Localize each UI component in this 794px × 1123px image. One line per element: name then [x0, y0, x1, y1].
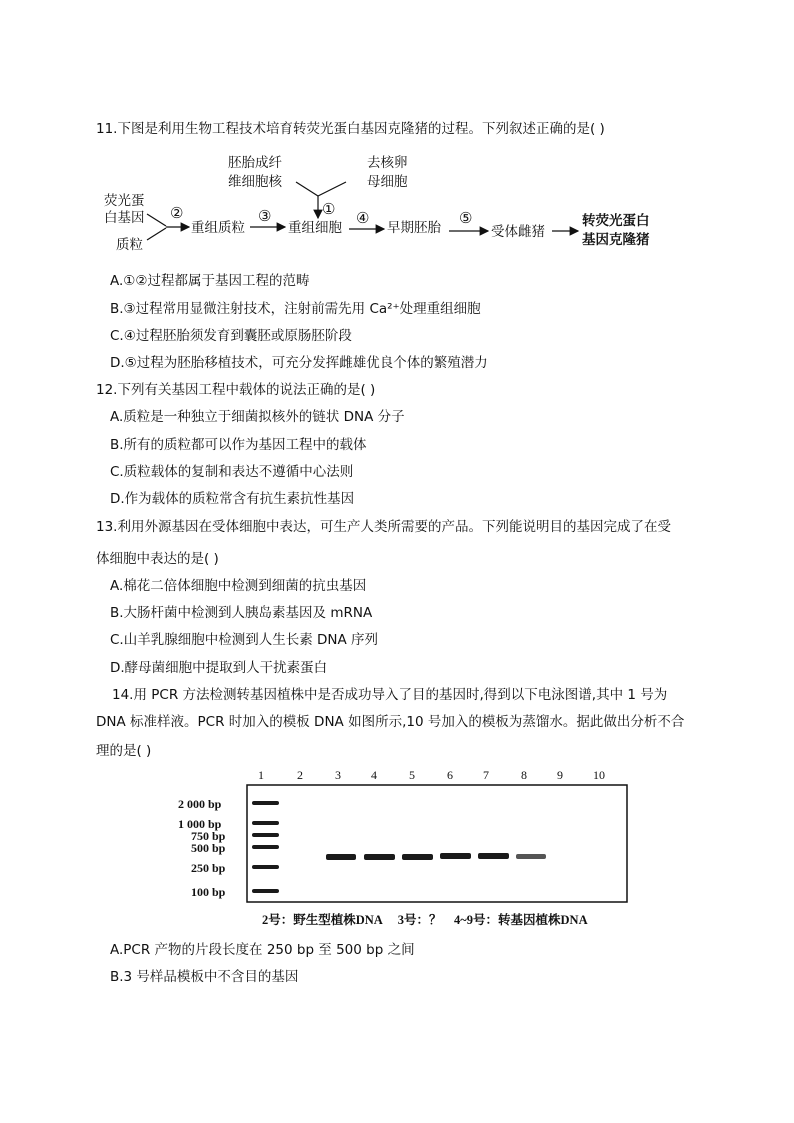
ladder-band [252, 821, 279, 825]
q12-option-b: B.所有的质粒都可以作为基因工程中的载体 [110, 437, 367, 453]
lane-number: 8 [521, 768, 527, 782]
q12-option-c: C.质粒载体的复制和表达不遵循中心法则 [110, 464, 354, 480]
sample-band-lane-7 [478, 853, 509, 859]
gel-caption: 2号：野生型植株DNA 3号：？ 4~9号：转基因植株DNA [262, 913, 588, 927]
q13-option-c: C.山羊乳腺细胞中检测到人生长素 DNA 序列 [110, 632, 379, 648]
lane-number: 10 [593, 768, 605, 782]
diagram-step-1: ① [322, 200, 336, 218]
sample-band-lane-3 [326, 854, 356, 860]
q14-stem-line3: 理的是( ) [96, 743, 152, 759]
diagram-enucleated-oocyte-2: 母细胞 [367, 174, 408, 190]
ladder-band [252, 845, 279, 849]
q11-option-c: C.④过程胚胎须发育到囊胚或原肠胚阶段 [110, 328, 352, 344]
q13-option-d: D.酵母菌细胞中提取到人干扰素蛋白 [110, 660, 328, 676]
q12-option-a: A.质粒是一种独立于细菌拟核外的链状 DNA 分子 [110, 409, 405, 425]
lane-number: 7 [483, 768, 489, 782]
lane-number: 2 [297, 768, 303, 782]
diagram-final-pig-1: 转荧光蛋白 [582, 213, 650, 229]
sample-band-lane-8 [516, 854, 546, 859]
lane-number: 1 [258, 768, 264, 782]
diagram-plasmid: 质粒 [116, 237, 143, 253]
diagram-final-pig-2: 基因克隆猪 [582, 232, 650, 248]
q12-stem: 12.下列有关基因工程中载体的说法正确的是( ) [96, 382, 376, 398]
lane-number: 4 [371, 768, 377, 782]
q12-option-d: D.作为载体的质粒常含有抗生素抗性基因 [110, 491, 355, 507]
ladder-label: 2 000 bp [178, 797, 222, 811]
ladder-label: 500 bp [191, 841, 226, 855]
diagram-step-4: ④ [356, 209, 370, 227]
diagram-step-2: ② [170, 204, 184, 222]
diagram-embryo-fibroblast-nucleus-2: 维细胞核 [228, 174, 282, 190]
diagram-fluorescent-gene-2: 白基因 [104, 210, 145, 226]
q13-stem-line1: 13.利用外源基因在受体细胞中表达，可生产人类所需要的产品。下列能说明目的基因完成了在受 [96, 519, 671, 535]
ladder-band [252, 833, 279, 837]
diagram-node-recipient-sow: 受体雌猪 [491, 224, 545, 240]
diagram-step-3: ③ [258, 207, 272, 225]
lane-number: 5 [409, 768, 415, 782]
diagram-fluorescent-gene-1: 荧光蛋 [104, 193, 145, 209]
diagram-node-early-embryo: 早期胚胎 [387, 220, 441, 236]
lane-number: 6 [447, 768, 453, 782]
q14-option-b: B.3 号样品模板中不含目的基因 [110, 969, 299, 985]
lane-number: 3 [335, 768, 341, 782]
q13-option-b: B.大肠杆菌中检测到人胰岛素基因及 mRNA [110, 605, 373, 621]
q14-option-a: A.PCR 产物的片段长度在 250 bp 至 500 bp 之间 [110, 942, 415, 958]
q11-option-a: A.①②过程都属于基因工程的范畴 [110, 273, 310, 289]
q11-option-b: B.③过程常用显微注射技术，注射前需先用 Ca²⁺处理重组细胞 [110, 301, 481, 317]
q14-stem-line1: 14.用 PCR 方法检测转基因植株中是否成功导入了目的基因时,得到以下电泳图谱,其中 1 号为 [112, 687, 668, 703]
ladder-band [252, 889, 279, 893]
sample-band-lane-4 [364, 854, 395, 860]
ladder-label: 250 bp [191, 861, 226, 875]
sample-band-lane-5 [402, 854, 433, 860]
q11-stem: 11.下图是利用生物工程技术培育转荧光蛋白基因克隆猪的过程。下列叙述正确的是( ) [96, 121, 605, 137]
sample-band-lane-6 [440, 853, 471, 859]
ladder-label: 100 bp [191, 885, 226, 899]
diagram-step-5: ⑤ [459, 209, 473, 227]
ladder-label: 750 bp [191, 829, 226, 843]
q13-stem-line2: 体细胞中表达的是( ) [96, 551, 219, 567]
ladder-band [252, 865, 279, 869]
lane-number: 9 [557, 768, 563, 782]
q13-option-a: A.棉花二倍体细胞中检测到细菌的抗虫基因 [110, 578, 367, 594]
ladder-label: 1 000 bp [178, 817, 222, 831]
q14-stem-line2: DNA 标准样液。PCR 时加入的模板 DNA 如图所示,10 号加入的模板为蒸馏水。据此做出分析不合 [96, 714, 685, 730]
diagram-node-recombinant-cell: 重组细胞 [288, 220, 342, 236]
diagram-embryo-fibroblast-nucleus-1: 胚胎成纤 [228, 155, 282, 171]
ladder-band [252, 801, 279, 805]
diagram-node-recombinant-plasmid: 重组质粒 [191, 220, 245, 236]
diagram-enucleated-oocyte-1: 去核卵 [367, 155, 408, 171]
gel-frame [247, 785, 627, 902]
q11-option-d: D.⑤过程为胚胎移植技术，可充分发挥雌雄优良个体的繁殖潜力 [110, 355, 488, 371]
